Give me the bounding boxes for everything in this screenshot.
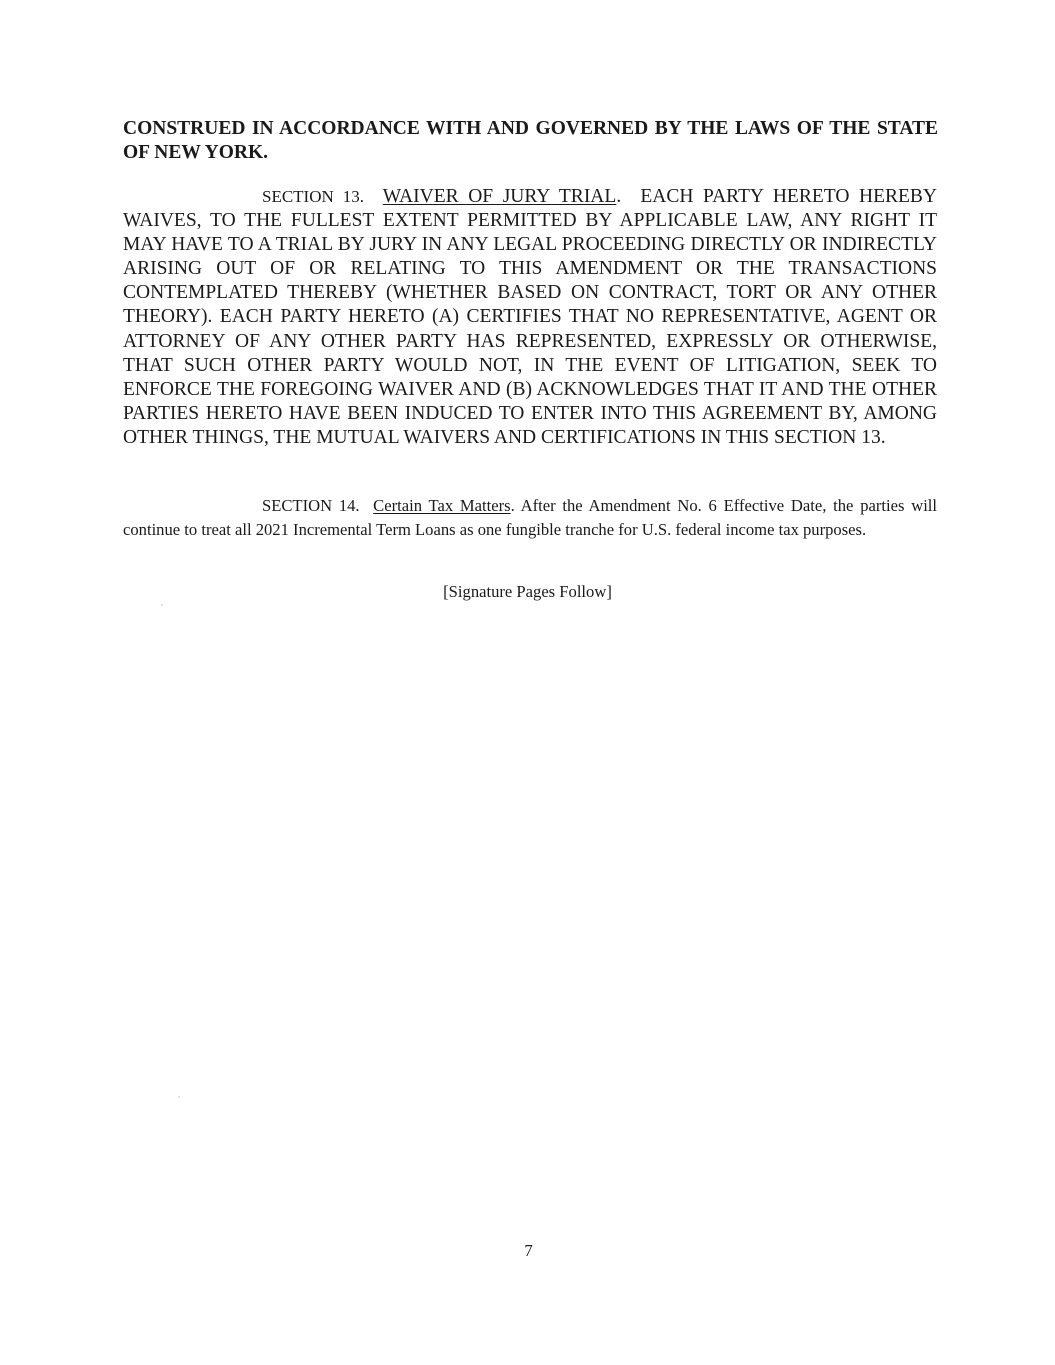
section-14-body: After the Amendment No. 6 Effective Date, the parties will continue to treat all 2021 Incremental Term Loans as one fungible tranche for U.S. federal income tax purposes. [123,496,938,539]
page-number: 7 [524,1241,533,1260]
scan-speck [178,1096,180,1098]
signature-pages-text: [Signature Pages Follow] [443,582,612,601]
scan-speck [161,604,163,606]
section-13-body: EACH PARTY HERETO HEREBY WAIVES, TO THE FULLEST EXTENT PERMITTED BY APPLICABLE LAW, ANY RIGHT IT MAY HAVE TO A TRIAL BY JURY IN ANY LEGAL PROCEEDING DIRECTLY OR INDIRECTLY ARISING OUT OF OR RELATING TO THIS AMENDMENT OR THE TRANSACTIONS CONTEMPLATED THEREBY (WHETHER BASED ON CONTRACT, TORT OR ANY OTHER THEORY). EACH PARTY HERETO (A) CERTIFIES THAT NO REPRESENTATIVE, AGENT OR ATTORNEY OF ANY OTHER PARTY HAS REPRESENTED, EXPRESSLY OR OTHERWISE, THAT SUCH OTHER PARTY WOULD NOT, IN THE EVENT OF LITIGATION, SEEK TO ENFORCE THE FOREGOING WAIVER AND (B) ACKNOWLEDGES THAT IT AND THE OTHER PARTIES HERETO HAVE BEEN INDUCED TO ENTER INTO THIS AGREEMENT BY, AMONG OTHER THINGS, THE MUTUAL WAIVERS AND CERTIFICATIONS IN THIS SECTION 13. [123,186,937,448]
section-13-paragraph: SECTION 13. WAIVER OF JURY TRIAL. EACH PARTY HERETO HEREBY WAIVES, TO THE FULLEST EXTENT PERMITTED BY APPLICABLE LAW, ANY RIGHT IT MAY HAVE TO A TRIAL BY JURY IN ANY LEGAL PROCEEDING DIRECTLY OR INDIRECTLY ARISING OUT OF OR RELATING TO THIS AMENDMENT OR THE TRANSACTIONS CONTEMPLATED THEREBY (WHETHER BASED ON CONTRACT, TORT OR ANY OTHER THEORY). EACH PARTY HERETO (A) CERTIFIES THAT NO REPRESENTATIVE, AGENT OR ATTORNEY OF ANY OTHER PARTY HAS REPRESENTED, EXPRESSLY OR OTHERWISE, THAT SUCH OTHER PARTY WOULD NOT, IN THE EVENT OF LITIGATION, SEEK TO ENFORCE THE FOREGOING WAIVER AND (B) ACKNOWLEDGES THAT IT AND THE OTHER PARTIES HERETO HAVE BEEN INDUCED TO ENTER INTO THIS AGREEMENT BY, AMONG OTHER THINGS, THE MUTUAL WAIVERS AND CERTIFICATIONS IN THIS SECTION 13. [123,186,937,448]
section-13-label: SECTION 13. [262,187,364,206]
section-14-title: Certain Tax Matters [373,496,511,515]
section-14-paragraph: SECTION 14. Certain Tax Matters. After the Amendment No. 6 Effective Date, the parties will continue to treat all 2021 Incremental Term Loans as one fungible tranche for U.S. federal income tax purposes. [123,496,938,539]
section-13-title: WAIVER OF JURY TRIAL [382,186,617,207]
governing-law-heading: CONSTRUED IN ACCORDANCE WITH AND GOVERNED BY THE LAWS OF THE STATE OF NEW YORK. [123,118,938,163]
section-14-label: SECTION 14. [262,496,360,515]
signature-pages-note [0,580,1055,604]
